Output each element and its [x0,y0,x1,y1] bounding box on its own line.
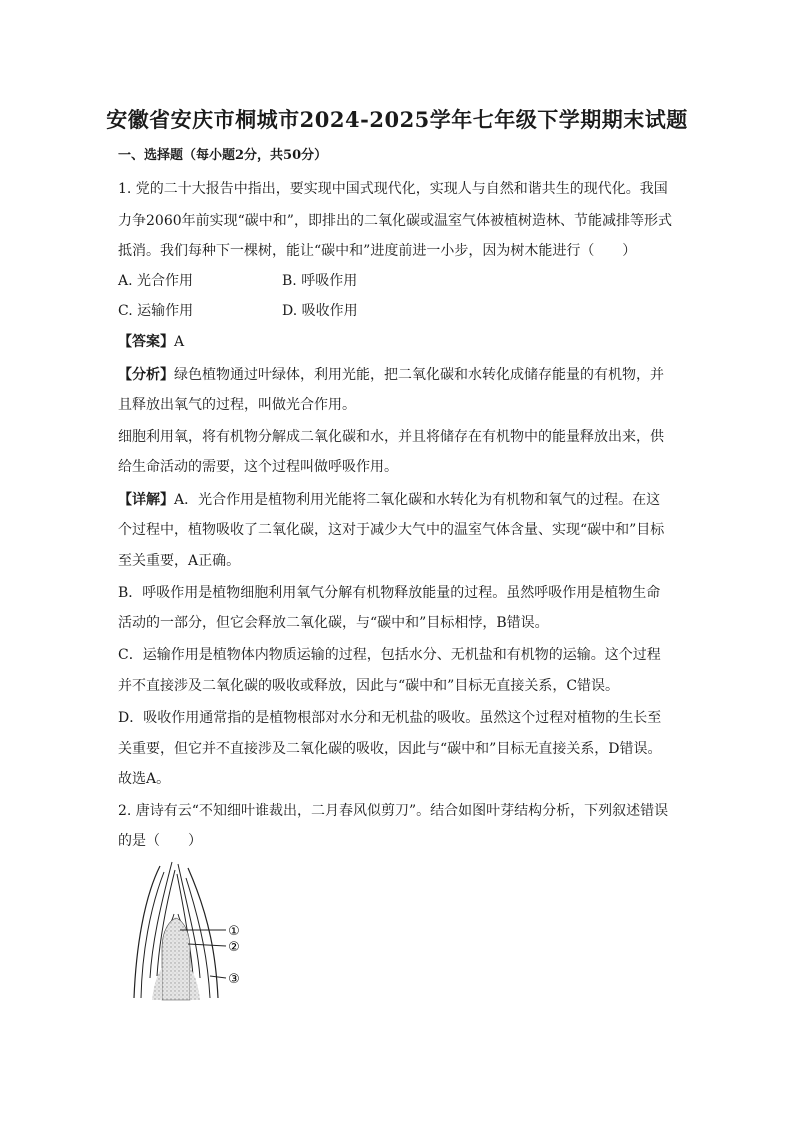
answer-value: A [174,334,185,350]
q1-detail-line-6: C．运输作用是植物体内物质运输的过程，包括水分、无机盐和有机物的运输。这个过程 [118,647,661,663]
leaf-bud-diagram [130,858,260,1008]
q1-stem-line-2: 力争2060年前实现“碳中和”，即排出的二氧化碳或温室气体被植树造林、节能减排等形式 [118,213,672,229]
q1-detail-line-5: 活动的一部分，但它会释放二氧化碳，与“碳中和”目标相悖，B错误。 [118,615,549,631]
analysis-text: 绿色植物通过叶绿体，利用光能，把二氧化碳和水转化成储存能量的有机物，并 [174,367,664,383]
q1-detail-line-9: 关重要，但它并不直接涉及二氧化碳的吸收，因此与“碳中和”目标无直接关系，D错误。 [118,741,662,757]
q1-option-c: C. 运输作用 [118,303,194,319]
analysis-tag: 【分析】 [118,367,174,383]
q1-option-a: A. 光合作用 [118,273,194,289]
q1-stem-line-3: 抵消。我们每种下一棵树，能让“碳中和”进度前进一小步，因为树木能进行（ ） [118,243,637,259]
q1-detail-line-3: 至关重要，A正确。 [118,553,241,569]
q2-stem-line-1: 2. 唐诗有云“不知细叶谁裁出，二月春风似剪刀”。结合如图叶芽结构分析，下列叙述错误 [118,803,669,819]
q1-stem-line-1: 1. 党的二十大报告中指出，要实现中国式现代化，实现人与自然和谐共生的现代化。我国 [118,181,668,197]
q1-detail-line-1 [118,489,660,509]
detail-text: A．光合作用是植物利用光能将二氧化碳和水转化为有机物和氧气的过程。在这 [174,492,661,508]
q1-option-d: D. 吸收作用 [282,303,358,319]
figure-label-2: ② [228,940,240,955]
figure-label-1: ① [228,924,240,939]
q1-detail-line-7: 并不直接涉及二氧化碳的吸收或释放，因此与“碳中和”目标无直接关系，C错误。 [118,678,620,694]
q1-detail-line-8: D．吸收作用通常指的是植物根部对水分和无机盐的吸收。虽然这个过程对植物的生长至 [118,710,662,726]
q1-analysis-line-1 [118,364,664,384]
figure-label-3: ③ [228,972,240,987]
answer-tag: 【答案】 [118,334,174,350]
q1-analysis-line-3: 细胞利用氧，将有机物分解成二氧化碳和水，并且将储存在有机物中的能量释放出来，供 [118,429,664,445]
q1-detail-line-4: B．呼吸作用是植物细胞利用氧气分解有机物释放能量的过程。虽然呼吸作用是植物生命 [118,585,661,601]
q1-analysis-line-2: 且释放出氧气的过程，叫做光合作用。 [118,397,356,413]
leaf-bud-figure [130,858,260,1008]
q1-analysis-line-4: 给生命活动的需要，这个过程叫做呼吸作用。 [118,459,398,475]
q1-answer [118,331,184,351]
q1-option-b: B. 呼吸作用 [282,273,358,289]
detail-tag: 【详解】 [118,492,174,508]
q1-detail-line-10: 故选A。 [118,771,171,787]
q1-detail-line-2: 个过程中，植物吸收了二氧化碳，这对于减少大气中的温室气体含量、实现“碳中和”目标 [118,522,665,538]
page-title: 安徽省安庆市桐城市2024-2025学年七年级下学期期末试题 [106,107,688,132]
section-heading: 一、选择题（每小题2分，共50分） [118,148,328,163]
q2-stem-line-2: 的是（ ） [118,833,202,849]
